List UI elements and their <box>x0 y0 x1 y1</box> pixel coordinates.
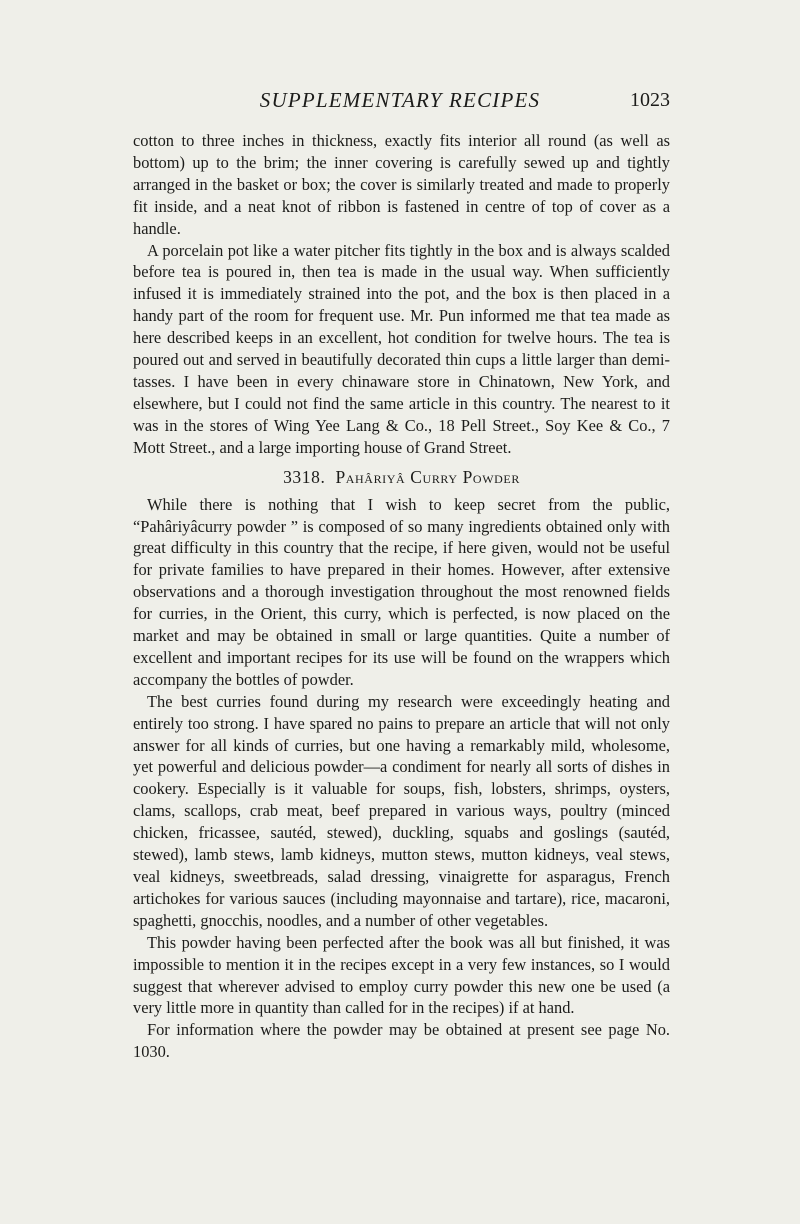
page-body <box>133 130 670 1063</box>
running-head <box>0 88 800 114</box>
recipe-number: 3318. <box>283 466 326 487</box>
running-title: SUPPLEMENTARY RECIPES <box>259 88 541 112</box>
recipe-title: Pahâriyâ Curry Powder <box>335 466 520 487</box>
paragraph-curry-uses: The best curries found during my research were exceedingly heating and entirely too strong. I have spared no pains to prepare an article that will not only answer for all kinds of curries, but one having a remarkably mild, wholesome, yet powerful and delicious powder—a condiment for nearly all sorts of dishes in cookery. Especially is it valuable for soups, fish, lobsters, shrimps, oysters, clams, scallops, crab meat, beef prepared in various ways, poultry (minced chicken, fricassee, sautéd, stewed), duckling, squabs and goslings (sautéd, stewed), lamb stews, lamb kidneys, mutton stews, mutton kidneys, veal stews, veal kidneys, sweetbreads, salad dressing, vinaigrette for asparagus, French artichokes for various sauces (including mayonnaise and tartare), rice, macaroni, spaghetti, gnocchis, noodles, and a number of other vegetables. <box>133 691 670 930</box>
paragraph-curry-intro: While there is nothing that I wish to keep secret from the public, “Pahâriyâcurry powder ” is composed of so many ingredients obtained only with great difficulty in this country that the recipe, if here given, would not be useful for private families to have prepared in their homes. However, after extensive observations and a thorough investigation throughout the most renowned fields for curries, in the Orient, this curry, which is perfected, is now placed on the market and may be obtained in small or large quantities. Quite a number of excellent and important recipes for its use will be found on the wrappers which accompany the bottles of powder. <box>133 494 670 689</box>
paragraph-continuation: cotton to three inches in thickness, exactly fits interior all round (as well as bottom) up to the brim; the inner covering is carefully sewed up and tightly arranged in the basket or box; the cover is similarly treated and made to properly fit inside, and a neat knot of ribbon is fastened in centre of top of cover as a handle. <box>133 131 670 238</box>
page-number: 1023 <box>630 89 670 111</box>
paragraph-curry-recipes: This powder having been perfected after the book was all but finished, it was impossible to mention it in the recipes except in a very few instances, so I would suggest that wherever advised to employ curry powder this new one be used (a very little more in quantity than called for in the recipes) if at hand. <box>133 932 670 1018</box>
paragraph-porcelain-pot: A porcelain pot like a water pitcher fits tightly in the box and is always scalded before tea is poured in, then tea is made in the usual way. When sufficiently infused it is immediately strained into the pot, and the box is then placed in a handy part of the room for frequent use. Mr. Pun informed me that tea made as here described keeps in an excellent, hot condition for twelve hours. The tea is poured out and served in beautifully decorated thin cups a little larger than demi-tasses. I have been in every chinaware store in Chinatown, New York, and elsewhere, but I could not find the same article in this country. The nearest to it was in the stores of Wing Yee Lang & Co., 18 Pell Street., Soy Kee & Co., 7 Mott Street., and a large importing house of Grand Street. <box>133 240 670 457</box>
recipe-heading <box>133 466 670 488</box>
paragraph-curry-info: For information where the powder may be obtained at present see page No. 1030. <box>133 1020 670 1062</box>
